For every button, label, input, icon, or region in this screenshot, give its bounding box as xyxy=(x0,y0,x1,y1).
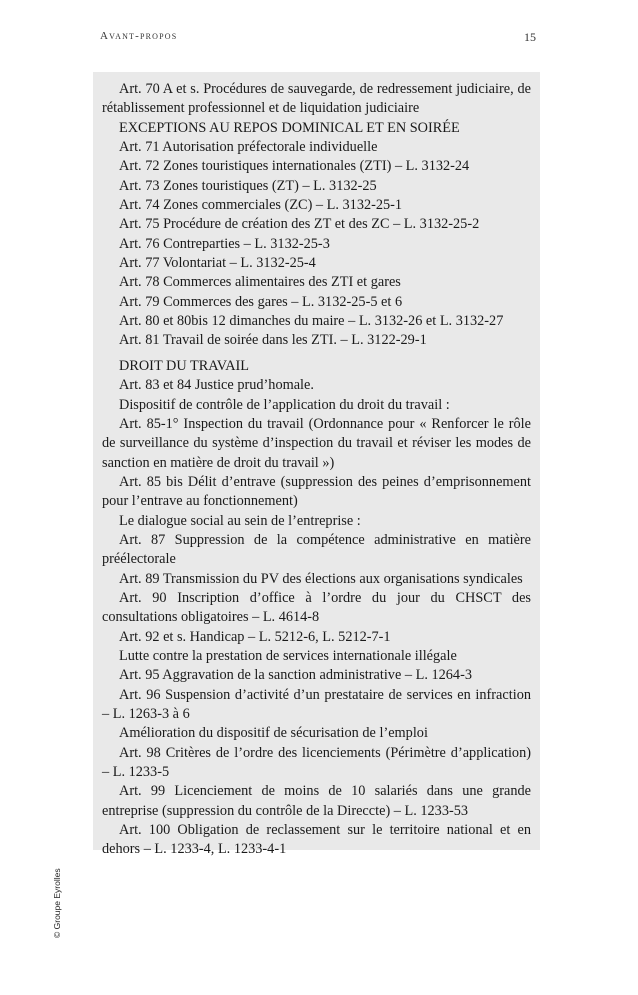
list-item: Art. 72 Zones touristiques internationales (ZTI) – L. 3132-24 xyxy=(119,158,470,175)
list-item: Amélioration du dispositif de sécurisation de l’emploi xyxy=(119,725,428,742)
list-item: Art. 87 Suppression de la compétence administrative en matière préélectorale xyxy=(102,531,531,568)
list-item: Art. 76 Contreparties – L. 3132-25-3 xyxy=(119,235,330,252)
list-item: Art. 73 Zones touristiques (ZT) – L. 3132-25 xyxy=(119,177,377,194)
running-title: Avant-propos xyxy=(100,30,178,42)
list-item: Art. 85 bis Délit d’entrave (suppression des peines d’emprisonnement pour l’entrave au fonctionnement) xyxy=(102,473,531,510)
list-item: Art. 89 Transmission du PV des élections aux organisations syndicales xyxy=(119,570,523,587)
list-item: Art. 75 Procédure de création des ZT et des ZC – L. 3132-25-2 xyxy=(119,216,480,233)
running-head xyxy=(100,30,536,46)
list-item: Art. 80 et 80bis 12 dimanches du maire – L. 3132-26 et L. 3132-27 xyxy=(119,313,504,330)
section-heading: DROIT DU TRAVAIL xyxy=(119,357,250,374)
list-item: Art. 78 Commerces alimentaires des ZTI et gares xyxy=(119,274,401,291)
list-item: Art. 71 Autorisation préfectorale individuelle xyxy=(119,139,378,156)
contents-list xyxy=(102,80,531,860)
copyright-notice: © Groupe Eyrolles xyxy=(52,868,62,938)
list-item: Art. 95 Aggravation de la sanction administrative – L. 1264-3 xyxy=(119,667,472,684)
list-item: Dispositif de contrôle de l’application du droit du travail : xyxy=(119,396,450,413)
list-item: Art. 92 et s. Handicap – L. 5212-6, L. 5212-7-1 xyxy=(119,628,391,645)
list-item: Art. 79 Commerces des gares – L. 3132-25-5 et 6 xyxy=(119,293,403,310)
list-item: Art. 98 Critères de l’ordre des licenciements (Périmètre d’application) – L. 1233-5 xyxy=(102,744,531,781)
list-item: Art. 96 Suspension d’activité d’un prestataire de services en infraction – L. 1263-3 à 6 xyxy=(102,686,531,722)
list-item: Art. 90 Inscription d’office à l’ordre du jour du CHSCT des consultations obligatoires – L. 4614-8 xyxy=(102,589,531,626)
list-item: Le dialogue social au sein de l’entreprise : xyxy=(119,512,361,529)
list-item: Art. 100 Obligation de reclassement sur le territoire national et en dehors – L. 1233-4, L. 1233-4-1 xyxy=(102,822,531,858)
list-item: Art. 85-1° Inspection du travail (Ordonnance pour « Renforcer le rôle de surveillance du système d’inspection du travail et réviser les modes de sanction en matière de droit du travail ») xyxy=(102,415,531,471)
list-item: Art. 74 Zones commerciales (ZC) – L. 3132-25-1 xyxy=(119,197,403,214)
page-number: 15 xyxy=(524,30,536,44)
list-item: Art. 70 A et s. Procédures de sauvegarde, de redressement judiciaire, de rétablissement professionnel et de liquidation judiciaire xyxy=(102,81,531,117)
list-item: Art. 81 Travail de soirée dans les ZTI. – L. 3122-29-1 xyxy=(119,332,427,349)
list-item: Art. 83 et 84 Justice prud’homale. xyxy=(119,377,314,394)
list-item: Art. 99 Licenciement de moins de 10 salariés dans une grande entreprise (suppression du contrôle de la Direccte) – L. 1233-53 xyxy=(102,783,531,819)
list-item: Art. 77 Volontariat – L. 3132-25-4 xyxy=(119,255,316,272)
list-item: Lutte contre la prestation de services internationale illégale xyxy=(119,647,457,664)
section-heading: EXCEPTIONS AU REPOS DOMINICAL ET EN SOIRÉE xyxy=(119,119,460,136)
